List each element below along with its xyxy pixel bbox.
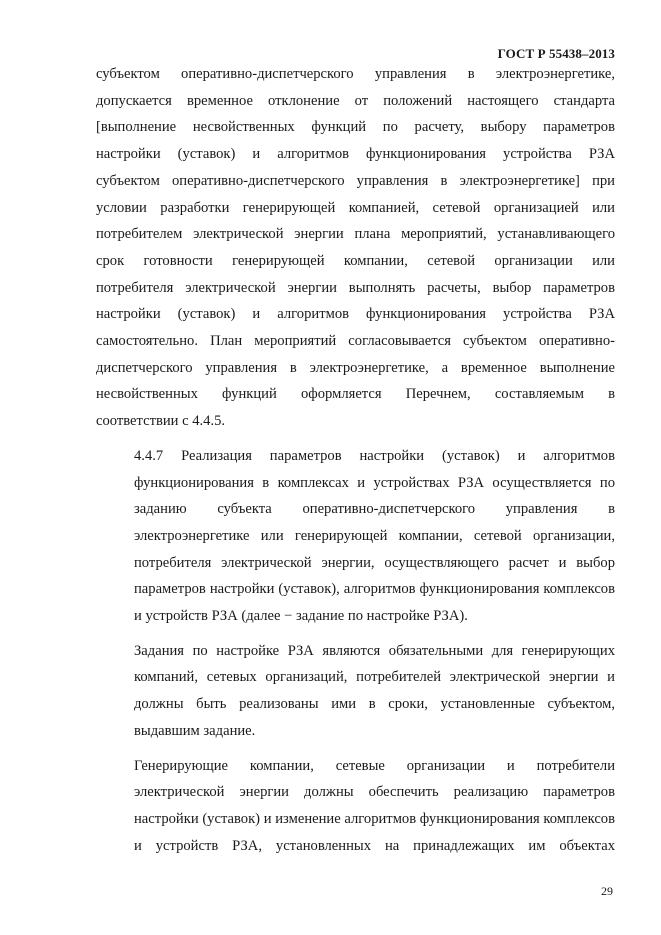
page-body: [96, 61, 615, 859]
text-line: 4.4.7 Реализация параметров настройки (уставок) и алгоритмов: [134, 447, 615, 464]
text-line: настройки (уставок) и изменение алгоритмов функционирования комплексов: [134, 810, 615, 827]
text-line: компаний, сетевых организаций, потребителей электрической энергии и: [134, 669, 615, 686]
paragraph-continuation: [96, 61, 615, 435]
text-line: самостоятельно. План мероприятий согласовывается субъектом оперативно-: [96, 333, 615, 350]
paragraph-companies: [96, 753, 615, 860]
text-line: потребителя электрической энергии, осуществляющего расчет и выбор: [134, 554, 615, 571]
text-line: потребителя электрической энергии выполнять расчеты, выбор параметров: [96, 279, 615, 296]
text-line: субъектом оперативно-диспетчерского управления в электроэнергетике,: [96, 66, 615, 82]
text-line: выдавшим задание.: [134, 722, 256, 739]
page-number: 29: [601, 884, 613, 898]
document-header: ГОСТ Р 55438–2013: [497, 46, 615, 61]
text-line: допускается временное отклонение от положений настоящего стандарта: [96, 92, 615, 109]
paragraph-tasks: [96, 638, 615, 745]
text-line: Задания по настройке РЗА являются обязательными для генерирующих: [134, 642, 615, 659]
text-line: и устройств РЗА, установленных на принадлежащих им объектах: [134, 837, 615, 854]
text-line: Генерирующие компании, сетевые организации и потребители: [134, 757, 615, 774]
text-line: срок готовности генерирующей компании, сетевой организации или: [96, 252, 615, 269]
text-line: несвойственных функций оформляется Перечнем, составляемым в: [96, 386, 615, 403]
text-line: настройки (уставок) и алгоритмов функционирования устройства РЗА: [96, 146, 615, 163]
text-line: диспетчерского управления в электроэнергетике, а временное выполнение: [96, 359, 615, 376]
text-line: потребителем электрической энергии плана мероприятий, устанавливающего: [96, 226, 615, 243]
text-line: и устройств РЗА (далее − задание по настройке РЗА).: [134, 608, 468, 625]
text-line: функционирования в комплексах и устройствах РЗА осуществляется по: [134, 474, 615, 491]
text-line: должны быть реализованы ими в сроки, установленные субъектом,: [134, 696, 615, 713]
text-line: [выполнение несвойственных функций по расчету, выбору параметров: [96, 119, 615, 136]
text-line: параметров настройки (уставок), алгоритмов функционирования комплексов: [134, 581, 615, 598]
text-line: электрической энергии должны обеспечить реализацию параметров: [134, 784, 615, 801]
text-line: условии разработки генерирующей компанией, сетевой организацией или: [96, 199, 615, 216]
text-line: соответствии с 4.4.5.: [96, 413, 226, 430]
paragraph-4-4-7: [96, 443, 615, 630]
text-line: заданию субъекта оперативно-диспетчерского управления в: [134, 501, 615, 518]
text-line: электроэнергетике или генерирующей компании, сетевой организации,: [134, 527, 615, 544]
text-line: настройки (уставок) и алгоритмов функционирования устройства РЗА: [96, 306, 615, 323]
text-line: субъектом оперативно-диспетчерского управления в электроэнергетике] при: [96, 172, 615, 189]
